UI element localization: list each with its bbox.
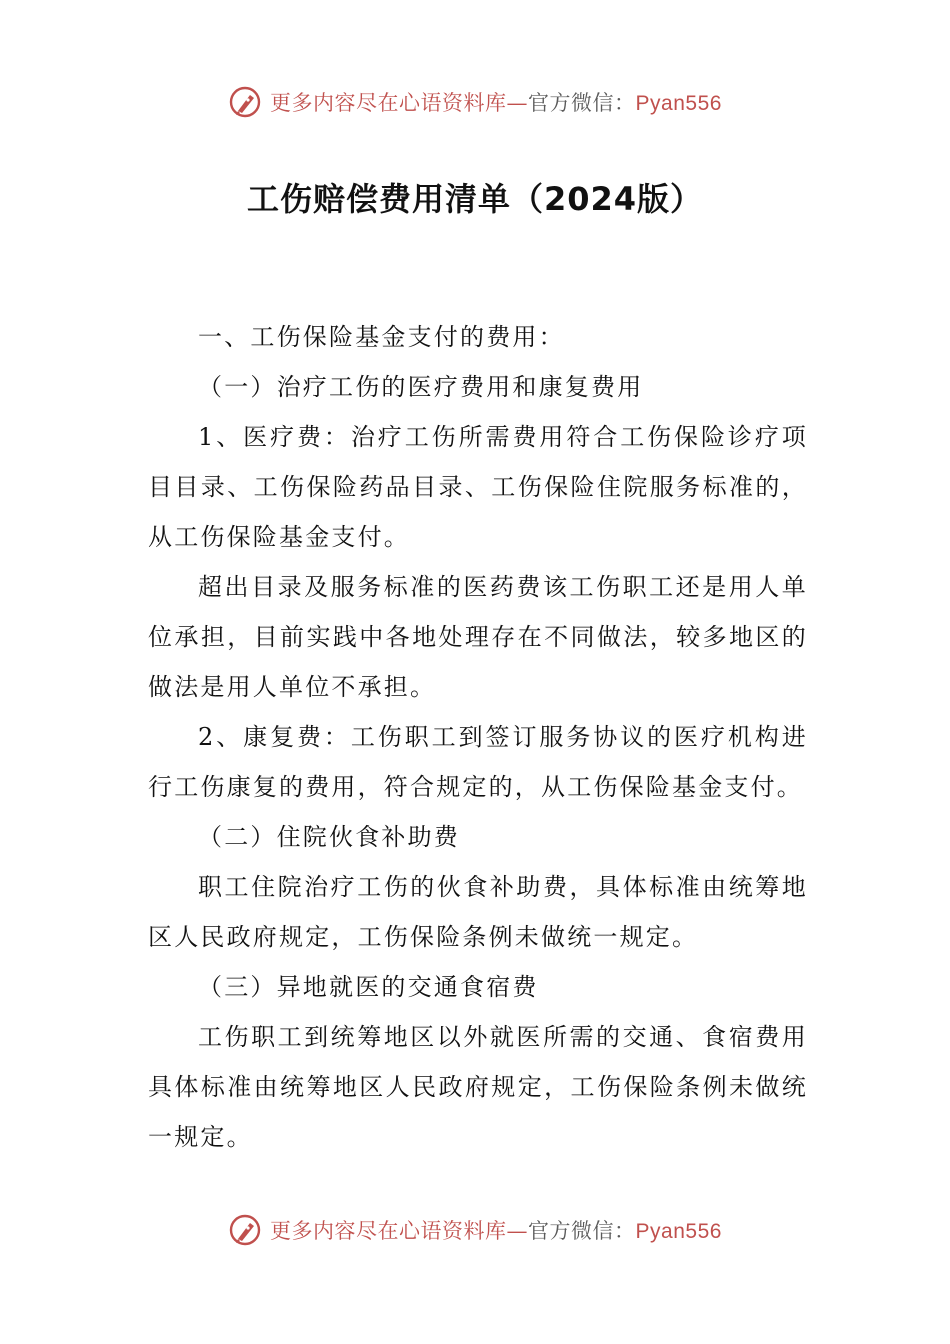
paragraph-travel-lodging: 工伤职工到统筹地区以外就医所需的交通、食宿费用具体标准由统筹地区人民政府规定，工伤保险条例未做统一规定。 xyxy=(148,1023,808,1151)
banner-text xyxy=(270,87,722,117)
banner-brand: 更多内容尽在心语资料库 xyxy=(270,1219,507,1243)
banner-wechat-label: 官方微信： xyxy=(528,1219,636,1243)
document-body xyxy=(148,312,808,1162)
pen-nib-logo-icon xyxy=(228,1213,262,1247)
subsection-heading-2: （二）住院伙食补助费 xyxy=(198,823,460,851)
footer-banner xyxy=(0,1210,950,1250)
banner-wechat-id: Pyan556 xyxy=(635,1220,722,1243)
paragraph-meal-subsidy: 职工住院治疗工伤的伙食补助费，具体标准由统筹地区人民政府规定，工伤保险条例未做统一规定。 xyxy=(148,873,808,951)
banner-text xyxy=(270,1215,722,1245)
banner-brand: 更多内容尽在心语资料库 xyxy=(270,91,507,115)
paragraph-rehab-fee: 2、康复费：工伤职工到签订服务协议的医疗机构进行工伤康复的费用，符合规定的，从工伤保险基金支付。 xyxy=(148,723,808,801)
paragraph-medical-fee: 1、医疗费：治疗工伤所需费用符合工伤保险诊疗项目目录、工伤保险药品目录、工伤保险住院服务标准的，从工伤保险基金支付。 xyxy=(148,423,808,551)
banner-wechat-id: Pyan556 xyxy=(635,92,722,115)
section-heading-1: 一、工伤保险基金支付的费用： xyxy=(198,323,565,351)
banner-separator: — xyxy=(506,1219,529,1243)
subsection-heading-3: （三）异地就医的交通食宿费 xyxy=(198,973,539,1001)
banner-wechat-label: 官方微信： xyxy=(528,91,636,115)
subsection-heading-1: （一）治疗工伤的医疗费用和康复费用 xyxy=(198,373,644,401)
header-banner xyxy=(0,82,950,122)
document-title: 工伤赔偿费用清单（2024版） xyxy=(246,180,704,218)
pen-nib-logo-icon xyxy=(228,85,262,119)
banner-separator: — xyxy=(506,91,529,115)
paragraph-beyond-catalog: 超出目录及服务标准的医药费该工伤职工还是用人单位承担，目前实践中各地处理存在不同做法，较多地区的做法是用人单位不承担。 xyxy=(148,573,808,701)
